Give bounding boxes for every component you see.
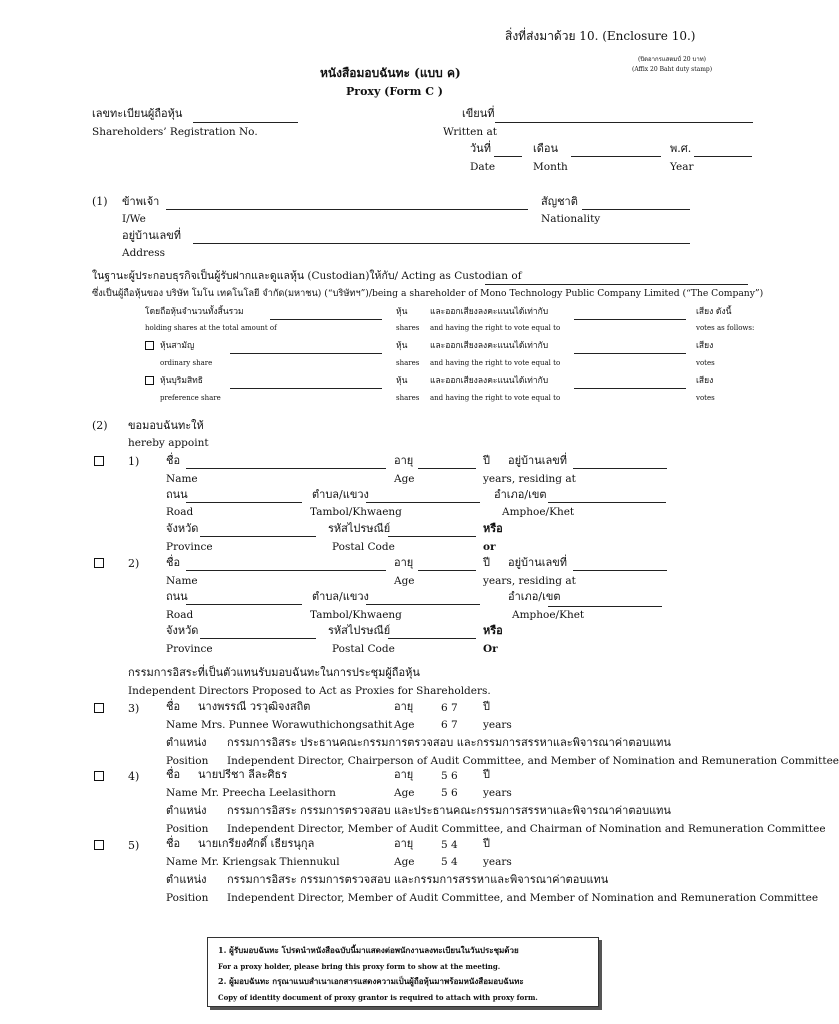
proxy-2-year-label-th: ปี — [483, 556, 490, 569]
proxy-2-amphoe-label-en: Amphoe/Khet — [512, 609, 585, 621]
custodian-statement: ในฐานะผู้ประกอบธุรกิจเป็นผู้รับฝากและดูแลหุ้น (Custodian)ให้กับ/ Acting as Custodian of — [92, 270, 522, 282]
ordinary-shares-field[interactable] — [230, 353, 382, 354]
section2-number: (2) — [92, 419, 108, 432]
proxy-1-year-label-th: ปี — [483, 454, 490, 467]
proxy-2-road-label-th: ถนน — [166, 590, 188, 603]
proxy-2-address-label-th: อยู่บ้านเลขที่ — [508, 556, 568, 569]
grantor-name-field[interactable] — [166, 209, 528, 210]
written-at-field[interactable] — [495, 122, 753, 123]
proxy-2-years-label-en: years, residing at — [483, 575, 576, 587]
proxy-1-amphoe-field[interactable] — [548, 502, 666, 503]
proxy-1-address-field[interactable] — [573, 468, 667, 469]
proxy-2-age-label-th: อายุ — [394, 556, 414, 569]
ordinary-vote-label-en: and having the right to vote equal to — [430, 359, 561, 367]
director-4-name-th: นายปรีชา ลีละศิธร — [198, 768, 288, 781]
ordinary-votes-field[interactable] — [574, 353, 686, 354]
proxy-1-age-label-en: Age — [394, 473, 415, 485]
proxy-1-province-label-th: จังหวัด — [166, 522, 199, 535]
year-label-th: พ.ศ. — [670, 142, 692, 155]
year-field[interactable] — [694, 156, 752, 157]
grantor-name-label-en: I/We — [122, 213, 146, 225]
written-at-label-en: Written at — [443, 126, 497, 138]
proxy-2-postal-field[interactable] — [388, 638, 476, 639]
nationality-field[interactable] — [582, 209, 690, 210]
note-1-th: 1. ผู้รับมอบฉันทะ โปรดนำหนังสือฉบับนี้มาแสดงต่อพนักงานลงทะเบียนในวันประชุมด้วย — [218, 945, 519, 955]
director-4-position-label-th: ตำแหน่ง — [166, 804, 207, 817]
stamp-note-th: (ปิดอากรแสตมป์ 20 บาท) — [638, 56, 706, 63]
director-3-age-en: 6 7 — [441, 719, 458, 731]
proxy-2-tambol-field[interactable] — [366, 604, 480, 605]
note-2-en: Copy of identity document of proxy grantor is required to attach with proxy form. — [218, 993, 538, 1002]
title-en: Proxy (Form C ) — [346, 85, 443, 98]
registration-field[interactable] — [193, 122, 298, 123]
proxy-2-or-th: หรือ — [483, 624, 503, 637]
total-shares-label-th: โดยถือหุ้นจำนวนทั้งสิ้นรวม — [145, 307, 244, 317]
preference-share-checkbox[interactable] — [145, 376, 154, 385]
director-3-position-en: Independent Director, Chairperson of Audit Committee, and Member of Nomination and Remuneration Committee — [227, 755, 839, 767]
total-votes-field[interactable] — [574, 319, 686, 320]
date-label-en: Date — [470, 161, 496, 173]
title-th: หนังสือมอบฉันทะ (แบบ ค) — [320, 66, 461, 80]
proxy-2-or-en: Or — [483, 643, 498, 655]
appoint-label-th: ขอมอบฉันทะให้ — [128, 419, 204, 432]
director-3-age-label-en: Age — [394, 719, 415, 731]
proxy-2-province-field[interactable] — [200, 638, 316, 639]
total-shares-unit-th: หุ้น — [396, 307, 408, 317]
preference-vote-label-th: และออกเสียงลงคะแนนได้เท่ากับ — [430, 376, 549, 386]
director-4-name-label: ชื่อ — [166, 768, 181, 781]
note-2-th: 2. ผู้มอบฉันทะ กรุณาแนบสำเนาเอกสารแสดงความเป็นผู้ถือหุ้นมาพร้อมหนังสือมอบฉันทะ — [218, 976, 524, 986]
proxy-1-address-label-th: อยู่บ้านเลขที่ — [508, 454, 568, 467]
director-5-years-th: ปี — [483, 837, 490, 850]
proxy-2-province-label-th: จังหวัด — [166, 624, 199, 637]
proxy-1-years-label-en: years, residing at — [483, 473, 576, 485]
directors-heading-en: Independent Directors Proposed to Act as Proxies for Shareholders. — [128, 685, 491, 697]
total-vote-label-th: และออกเสียงลงคะแนนได้เท่ากับ — [430, 307, 549, 317]
year-label-en: Year — [670, 161, 694, 173]
director-5-age-label-en: Age — [394, 856, 415, 868]
proxy-1-name-label-en: Name — [166, 473, 198, 485]
director-5-number: 5) — [128, 839, 140, 852]
proxy-2-number: 2) — [128, 557, 140, 570]
proxy-2-age-field[interactable] — [418, 570, 476, 571]
proxy-1-age-field[interactable] — [418, 468, 476, 469]
proxy-2-tambol-label-en: Tambol/Khwaeng — [310, 609, 402, 621]
preference-votes-field[interactable] — [574, 388, 686, 389]
notes-box — [207, 937, 599, 1007]
director-3-number: 3) — [128, 702, 140, 715]
director-5-checkbox[interactable] — [94, 840, 104, 850]
director-5-position-label-en: Position — [166, 892, 209, 904]
director-5-name-en: Name Mr. Kriengsak Thiennukul — [166, 856, 340, 868]
grantor-address-label-en: Address — [122, 247, 166, 259]
director-3-name-th: นางพรรณี วรวุฒิจงสถิต — [198, 700, 311, 713]
proxy-2-amphoe-field[interactable] — [548, 606, 662, 607]
total-votes-end-en: votes as follows: — [696, 324, 755, 332]
director-5-position-en: Independent Director, Member of Audit Committee, and Member of Nomination and Remuneration Committee — [227, 892, 819, 904]
month-label-th: เดือน — [533, 142, 559, 155]
proxy-2-road-label-en: Road — [166, 609, 194, 621]
proxy-2-name-field[interactable] — [186, 570, 386, 571]
proxy-2-address-field[interactable] — [573, 570, 667, 571]
preference-vote-label-en: and having the right to vote equal to — [430, 394, 561, 402]
director-3-years-th: ปี — [483, 700, 490, 713]
registration-label-th: เลขทะเบียนผู้ถือหุ้น — [92, 107, 183, 120]
enclosure-label: สิ่งที่ส่งมาด้วย 10. (Enclosure 10.) — [505, 29, 696, 43]
director-5-age-en: 5 4 — [441, 856, 458, 868]
proxy-1-province-field[interactable] — [200, 536, 316, 537]
director-3-age: 6 7 — [441, 702, 458, 714]
director-5-years-en: years — [483, 856, 512, 868]
director-4-age-label-th: อายุ — [394, 768, 414, 781]
ordinary-votes-end-th: เสียง — [696, 341, 714, 351]
month-label-en: Month — [533, 161, 568, 173]
proxy-1-age-label-th: อายุ — [394, 454, 414, 467]
appoint-label-en: hereby appoint — [128, 437, 209, 449]
director-4-position-th: กรรมการอิสระ กรรมการตรวจสอบ และประธานคณะกรรมการสรรหาและพิจารณาค่าตอบแทน — [227, 804, 671, 817]
section1-number: (1) — [92, 195, 108, 208]
ordinary-votes-end-en: votes — [696, 359, 715, 367]
proxy-1-number: 1) — [128, 455, 140, 468]
proxy-1-checkbox[interactable] — [94, 456, 104, 466]
total-shares-label-en: holding shares at the total amount of — [145, 324, 277, 332]
director-4-age-label-en: Age — [394, 787, 415, 799]
shareholder-statement: ซึ่งเป็นผู้ถือหุ้นของ บริษัท โมโน เทคโนโลยี จำกัด(มหาชน) (“บริษัทฯ”)/being a shareholder of Mono Technology Public Company Limited (“The Company”) — [92, 288, 764, 299]
director-4-years-en: years — [483, 787, 512, 799]
proxy-2-tambol-label-th: ตำบล/แขวง — [312, 590, 369, 603]
preference-votes-end-th: เสียง — [696, 376, 714, 386]
proxy-1-road-label-en: Road — [166, 506, 194, 518]
proxy-2-name-label-en: Name — [166, 575, 198, 587]
proxy-1-postal-label-en: Postal Code — [332, 541, 395, 553]
director-5-name-label: ชื่อ — [166, 837, 181, 850]
director-4-position-label-en: Position — [166, 823, 209, 835]
proxy-2-road-field[interactable] — [186, 604, 302, 605]
director-5-name-th: นายเกรียงศักดิ์ เธียรนุกุล — [198, 837, 315, 850]
total-vote-label-en: and having the right to vote equal to — [430, 324, 561, 332]
date-label-th: วันที่ — [470, 142, 491, 155]
proxy-2-name-label-th: ชื่อ — [166, 556, 181, 569]
preference-shares-field[interactable] — [230, 388, 382, 389]
nationality-label-en: Nationality — [541, 213, 601, 225]
proxy-2-checkbox[interactable] — [94, 558, 104, 568]
director-3-name-en: Name Mrs. Punnee Worawuthichongsathit — [166, 719, 393, 731]
director-4-age-en: 5 6 — [441, 787, 458, 799]
proxy-2-postal-label-en: Postal Code — [332, 643, 395, 655]
ordinary-unit-th: หุ้น — [396, 341, 408, 351]
proxy-1-or-en: or — [483, 541, 496, 553]
proxy-1-road-label-th: ถนน — [166, 488, 188, 501]
proxy-1-name-label-th: ชื่อ — [166, 454, 181, 467]
preference-share-label-en: preference share — [160, 394, 221, 402]
director-3-checkbox[interactable] — [94, 703, 104, 713]
ordinary-vote-label-th: และออกเสียงลงคะแนนได้เท่ากับ — [430, 341, 549, 351]
director-5-position-label-th: ตำแหน่ง — [166, 873, 207, 886]
director-4-years-th: ปี — [483, 768, 490, 781]
stamp-note-en: (Affix 20 Baht duty stamp) — [632, 66, 713, 73]
proxy-1-province-label-en: Province — [166, 541, 213, 553]
director-5-age-label-th: อายุ — [394, 837, 414, 850]
nationality-label-th: สัญชาติ — [541, 195, 578, 208]
director-5-position-th: กรรมการอิสระ กรรมการตรวจสอบ และกรรมการสรรหาและพิจารณาค่าตอบแทน — [227, 873, 609, 886]
director-3-name-label: ชื่อ — [166, 700, 181, 713]
registration-label-en: Shareholders’ Registration No. — [92, 126, 258, 138]
ordinary-share-label-en: ordinary share — [160, 359, 213, 367]
date-field[interactable] — [494, 156, 522, 157]
proxy-1-or-th: หรือ — [483, 522, 503, 535]
proxy-1-postal-field[interactable] — [388, 536, 476, 537]
total-shares-unit-en: shares — [396, 324, 420, 332]
proxy-1-tambol-field[interactable] — [366, 502, 480, 503]
note-1-en: For a proxy holder, please bring this proxy form to show at the meeting. — [218, 962, 501, 971]
director-3-position-label-en: Position — [166, 755, 209, 767]
proxy-2-amphoe-label-th: อำเภอ/เขต — [508, 590, 561, 603]
director-3-position-label-th: ตำแหน่ง — [166, 736, 207, 749]
proxy-2-age-label-en: Age — [394, 575, 415, 587]
grantor-name-label-th: ข้าพเจ้า — [122, 195, 160, 208]
ordinary-unit-en: shares — [396, 359, 420, 367]
director-3-years-en: years — [483, 719, 512, 731]
director-3-age-label-th: อายุ — [394, 700, 414, 713]
director-4-checkbox[interactable] — [94, 771, 104, 781]
proxy-2-postal-label-th: รหัสไปรษณีย์ — [328, 624, 391, 637]
director-4-age: 5 6 — [441, 770, 458, 782]
ordinary-share-checkbox[interactable] — [145, 341, 154, 350]
proxy-1-tambol-label-th: ตำบล/แขวง — [312, 488, 369, 501]
written-at-label-th: เขียนที่ — [462, 107, 495, 120]
preference-votes-end-en: votes — [696, 394, 715, 402]
proxy-1-amphoe-label-th: อำเภอ/เขต — [494, 488, 547, 501]
proxy-2-province-label-en: Province — [166, 643, 213, 655]
director-4-position-en: Independent Director, Member of Audit Committee, and Chairman of Nomination and Remuneration Committee — [227, 823, 826, 835]
custodian-of-field[interactable] — [485, 284, 748, 285]
proxy-1-postal-label-th: รหัสไปรษณีย์ — [328, 522, 391, 535]
preference-share-label-th: หุ้นบุริมสิทธิ — [160, 376, 203, 386]
total-shares-field[interactable] — [270, 319, 382, 320]
director-4-name-en: Name Mr. Preecha Leelasithorn — [166, 787, 336, 799]
preference-unit-en: shares — [396, 394, 420, 402]
proxy-1-tambol-label-en: Tambol/Khwaeng — [310, 506, 402, 518]
total-votes-end-th: เสียง ดังนี้ — [696, 307, 732, 317]
grantor-address-field[interactable] — [193, 243, 690, 244]
month-field[interactable] — [571, 156, 661, 157]
preference-unit-th: หุ้น — [396, 376, 408, 386]
director-4-number: 4) — [128, 770, 140, 783]
directors-heading-th: กรรมการอิสระที่เป็นตัวแทนรับมอบฉันทะในการประชุมผู้ถือหุ้น — [128, 666, 420, 679]
director-3-position-th: กรรมการอิสระ ประธานคณะกรรมการตรวจสอบ และกรรมการสรรหาและพิจารณาค่าตอบแทน — [227, 736, 671, 749]
grantor-address-label-th: อยู่บ้านเลขที่ — [122, 229, 182, 242]
proxy-1-name-field[interactable] — [186, 468, 386, 469]
proxy-1-amphoe-label-en: Amphoe/Khet — [502, 506, 575, 518]
director-5-age: 5 4 — [441, 839, 458, 851]
proxy-1-road-field[interactable] — [186, 502, 302, 503]
ordinary-share-label-th: หุ้นสามัญ — [160, 341, 195, 351]
